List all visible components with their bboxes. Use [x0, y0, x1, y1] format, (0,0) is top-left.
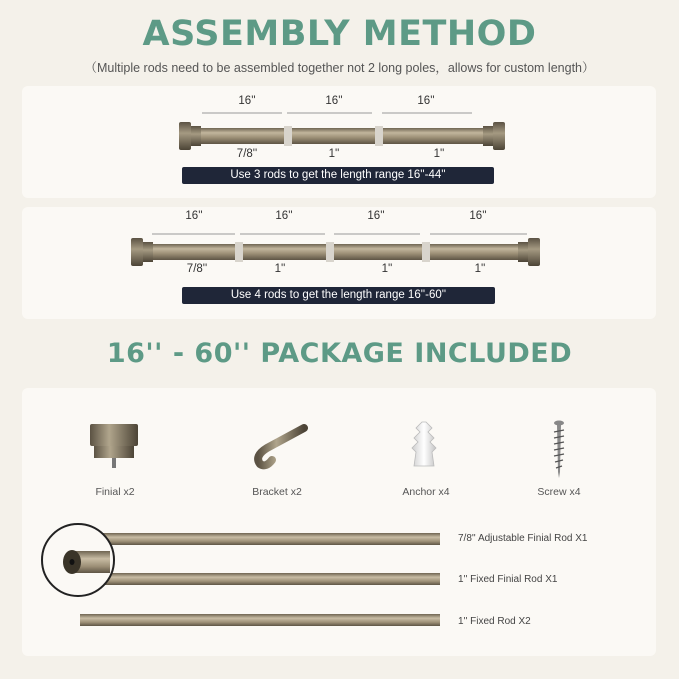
rod-size: 7/8''	[186, 263, 208, 275]
package-title: 16'' - 60'' PACKAGE INCLUDED	[106, 338, 573, 369]
segment-length: 16''	[238, 95, 256, 107]
connector	[375, 126, 383, 146]
finial-right	[528, 238, 540, 266]
bracket-label: Bracket x2	[252, 486, 302, 498]
four-rod-panel	[22, 207, 656, 319]
screw-label: Screw x4	[537, 486, 581, 498]
four-rod-caption: Use 4 rods to get the length range 16''-60''	[182, 287, 495, 304]
fixed-rod-label: 1'' Fixed Rod X2	[458, 616, 531, 627]
rod-size: 1''	[433, 148, 445, 160]
finial-left	[179, 122, 191, 150]
segment-length: 16''	[367, 210, 385, 222]
finial-right	[493, 122, 505, 150]
segment-length: 16''	[469, 210, 487, 222]
segment-length: 16''	[417, 95, 435, 107]
rod-end-detail-icon	[42, 524, 114, 596]
connector	[284, 126, 292, 146]
segment-length: 16''	[325, 95, 343, 107]
anchor-icon	[412, 422, 436, 466]
adjustable-finial-rod-label: 7/8'' Adjustable Finial Rod X1	[458, 533, 588, 544]
fixed-finial-rod-label: 1'' Fixed Finial Rod X1	[458, 574, 558, 585]
rod-body	[194, 128, 489, 144]
screw-icon	[554, 421, 564, 479]
fixed-finial-rod	[80, 573, 440, 585]
finial-icon	[90, 424, 138, 468]
rod-size: 1''	[328, 148, 340, 160]
connector	[422, 242, 430, 262]
segment-length: 16''	[275, 210, 293, 222]
assembly-title: ASSEMBLY METHOD	[142, 14, 537, 54]
bracket-icon	[258, 422, 304, 465]
segment-length: 16''	[185, 210, 203, 222]
assembly-subtitle: （Multiple rods need to be assembled together not 2 long poles，allows for custom length）	[84, 61, 595, 75]
three-rod-caption: Use 3 rods to get the length range 16''-44''	[182, 167, 494, 184]
rod-body	[147, 244, 532, 260]
adjustable-finial-rod	[80, 533, 440, 545]
rod-size: 1''	[274, 263, 286, 275]
finial-label: Finial x2	[95, 486, 135, 498]
three-rod-panel	[22, 86, 656, 198]
finial-left	[131, 238, 143, 266]
connector	[235, 242, 243, 262]
fixed-rod	[80, 614, 440, 626]
connector	[326, 242, 334, 262]
rod-size: 7/8''	[236, 148, 258, 160]
rod-size: 1''	[381, 263, 393, 275]
package-illustrations	[22, 388, 656, 656]
rod-size: 1''	[474, 263, 486, 275]
anchor-label: Anchor x4	[402, 486, 450, 498]
package-panel	[22, 388, 656, 656]
